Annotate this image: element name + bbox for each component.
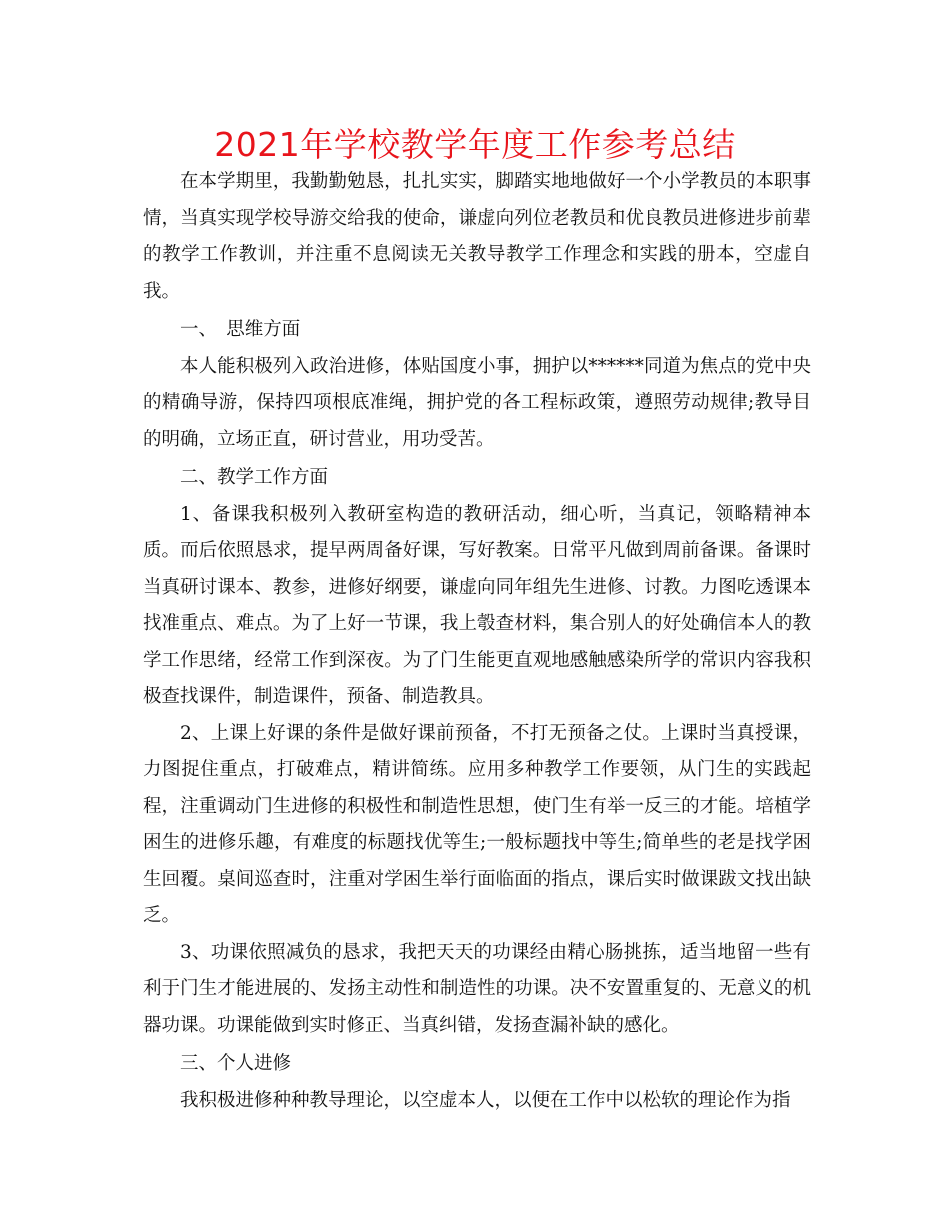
lesson-prep-paragraph: 1、备课我积极列入教研室构造的教研活动，细心听，当真记，领略精神本质。而后依照恳求，提早两周备好课，写好教案。日常平凡做到周前备课。备课时当真研讨课本、教参，进修好纲要，谦虚向同年组先生进修、讨教。力图吃透课本找准重点、难点。为了上好一节课，我上彀查材料，集合别人的好处确信本人的教学工作思绪，经常工作到深夜。为了门生能更直观地感触感染所学的常识内容我积极查找课件，制造课件，预备、制造教具。 [143, 503, 811, 707]
intro-paragraph: 在本学期里，我勤勤勉恳，扎扎实实，脚踏实地地做好一个小学教员的本职事情，当真实现学校导游交给我的使命，谦虚向列位老教员和优良教员进修进步前辈的教学工作教训，并注重不息阅读无关教导教学工作理念和实践的册本，空虚自我。 [143, 171, 811, 302]
section-heading-study: 三、个人进修 [180, 1053, 292, 1074]
thinking-paragraph: 本人能积极列入政治进修，体贴国度小事，拥护以******同道为焦点的党中央的精确导游，保持四项根底准绳，拥护党的各工程标政策，遵照劳动规律;教导目的明确，立场正直，研讨营业，用功受苦。 [143, 355, 811, 450]
section-heading-thinking: 一、 思维方面 [180, 319, 301, 340]
document-body [143, 164, 811, 1119]
study-paragraph: 我积极进修种种教导理论，以空虚本人，以便在工作中以松软的理论作为指 [180, 1089, 791, 1111]
section-heading-teaching: 二、教学工作方面 [180, 467, 329, 488]
class-teaching-paragraph: 2、上课上好课的条件是做好课前预备，不打无预备之仗。上课时当真授课，力图捉住重点，打破难点，精讲简练。应用多种教学工作要领，从门生的实践起程，注重调动门生进修的积极性和制造性思想，使门生有举一反三的才能。培植学困生的进修乐趣，有难度的标题找优等生;一般标题找中等生;简单些的老是找学困生回覆。桌间巡查时，注重对学困生举行面临面的指点，课后实时做课跋文找出缺乏。 [143, 722, 811, 926]
document-title: 2021年学校教学年度工作参考总结 [214, 125, 736, 164]
homework-paragraph: 3、功课依照减负的恳求，我把天天的功课经由精心肠挑拣，适当地留一些有利于门生才能进展的、发扬主动性和制造性的功课。决不安置重复的、无意义的机器功课。功课能做到实时修正、当真纠错，发扬查漏补缺的感化。 [143, 941, 811, 1036]
